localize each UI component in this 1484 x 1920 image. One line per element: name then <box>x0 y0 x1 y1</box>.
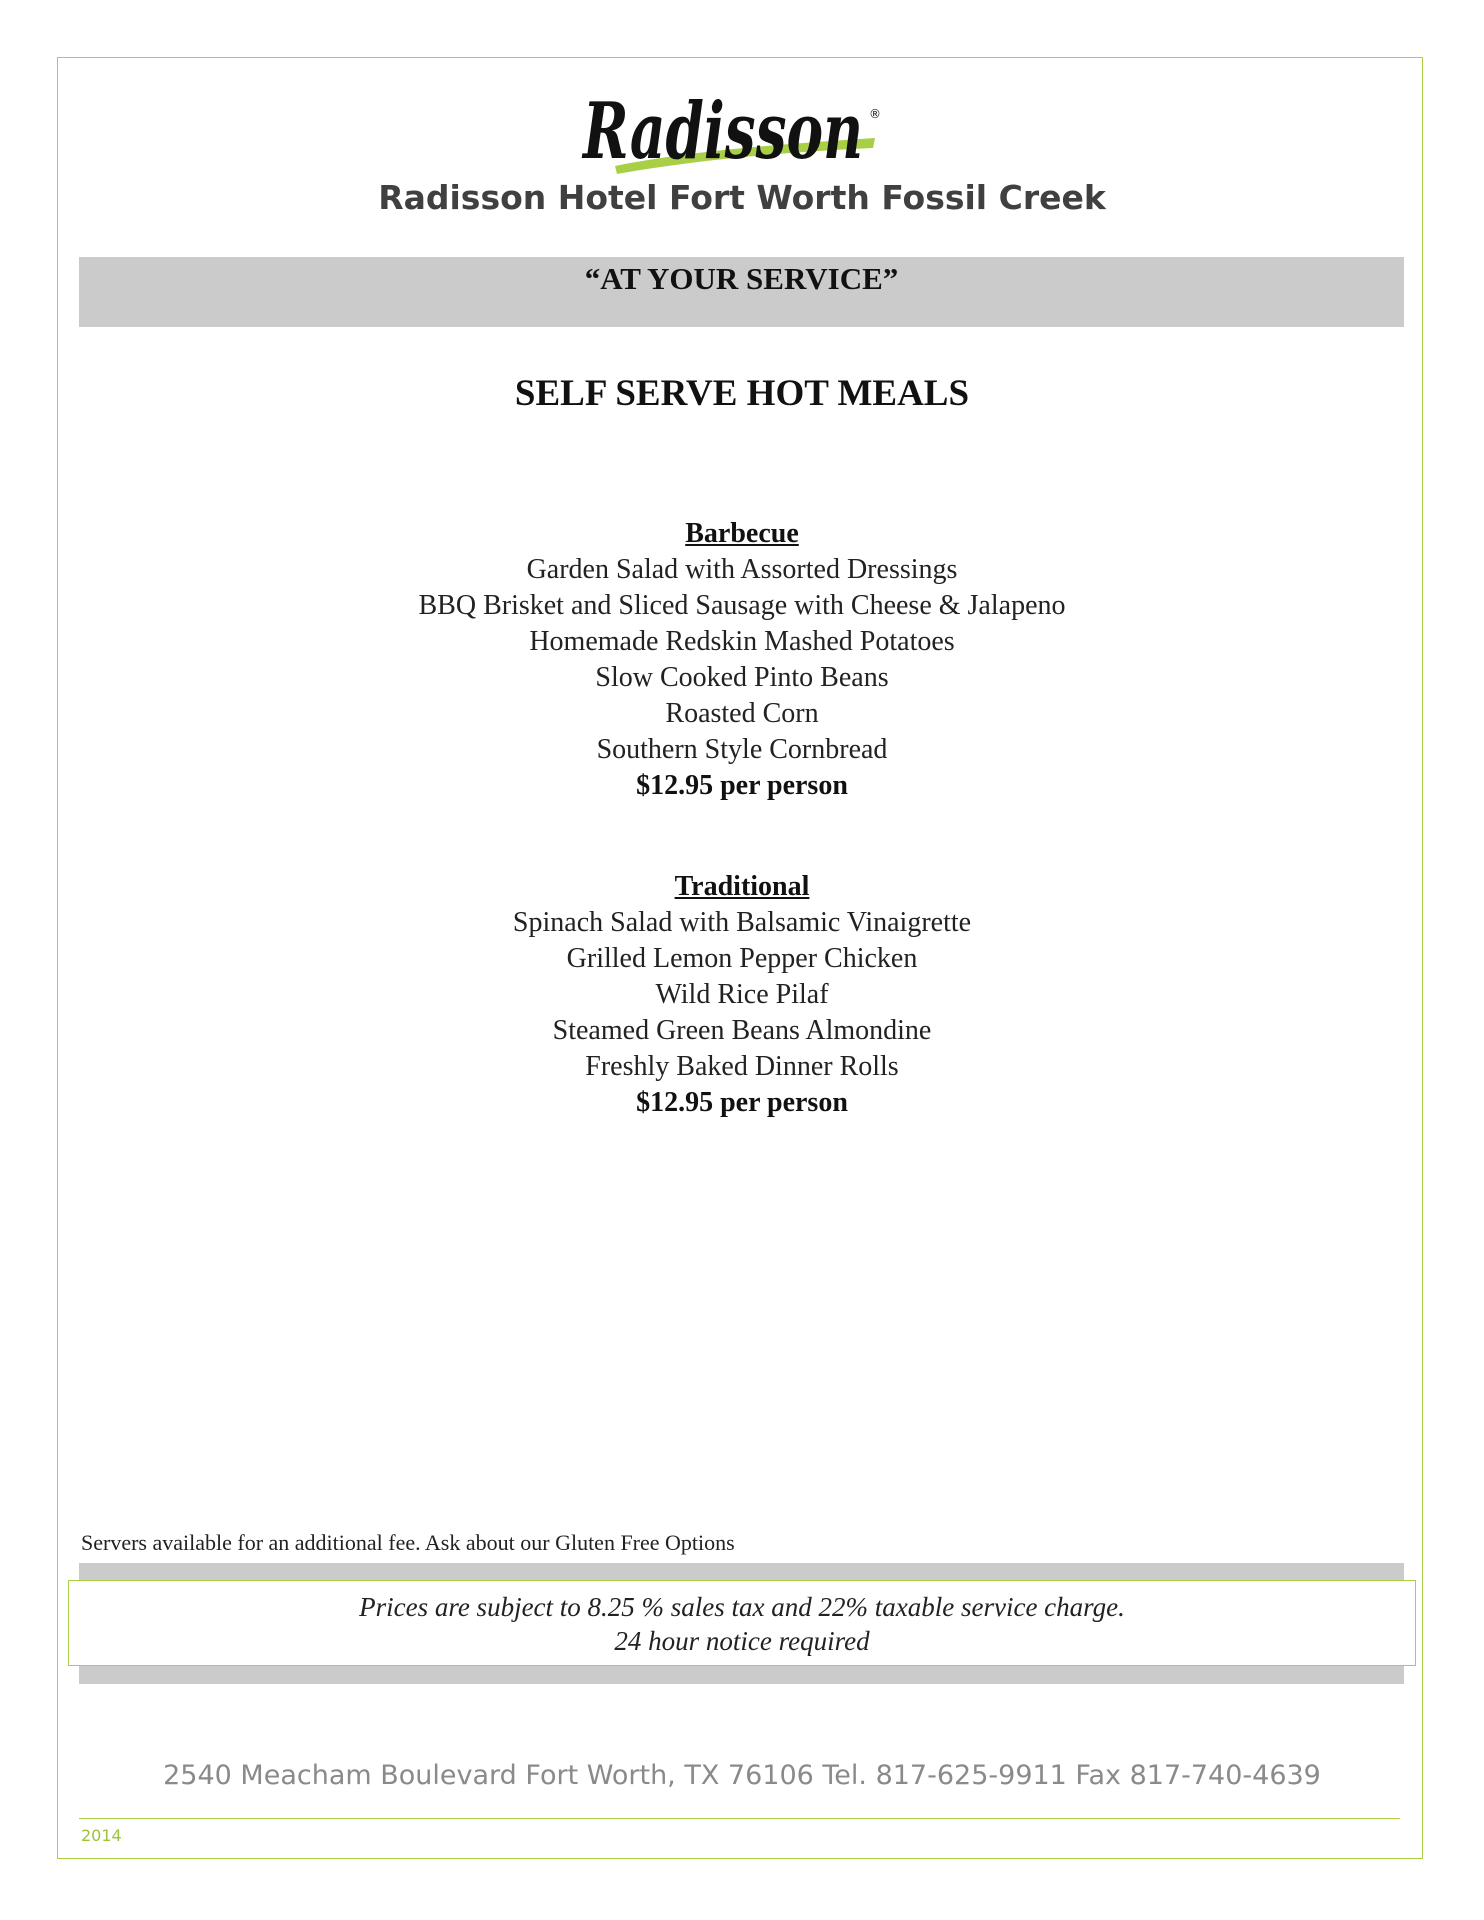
servers-note: Servers available for an additional fee. Ask about our Gluten Free Options <box>81 1530 735 1555</box>
page-title: SELF SERVE HOT MEALS <box>514 373 970 414</box>
menu-item: Wild Rice Pilaf <box>655 979 829 1010</box>
section-title: Barbecue <box>685 518 799 549</box>
menu-item: Freshly Baked Dinner Rolls <box>585 1051 899 1082</box>
menu-item: Southern Style Cornbread <box>596 734 888 765</box>
section-title: Traditional <box>674 871 810 902</box>
menu-item: Steamed Green Beans Almondine <box>552 1015 932 1046</box>
service-banner <box>79 257 1404 327</box>
menu-item: Garden Salad with Assorted Dressings <box>526 554 958 585</box>
svg-text:®: ® <box>869 107 881 121</box>
menu-item: Roasted Corn <box>665 698 819 729</box>
hotel-address: 2540 Meacham Boulevard Fort Worth, TX 76106 Tel. 817-625-9911 Fax 817-740-4639 <box>163 1760 1321 1791</box>
service-banner-text: “AT YOUR SERVICE” <box>584 261 899 296</box>
footer-divider <box>79 1818 1400 1819</box>
menu-item: BBQ Brisket and Sliced Sausage with Cheese & Jalapeno <box>418 590 1066 621</box>
footer-year: 2014 <box>81 1826 122 1845</box>
menu-section-barbecue <box>0 516 1484 804</box>
tax-notice-box <box>68 1580 1416 1666</box>
menu-price: $12.95 per person <box>636 1087 848 1118</box>
notice-requirement-line: 24 hour notice required <box>614 1626 870 1656</box>
hotel-name: Radisson Hotel Fort Worth Fossil Creek <box>378 178 1106 217</box>
menu-item: Spinach Salad with Balsamic Vinaigrette <box>512 907 972 938</box>
menu-item: Grilled Lemon Pepper Chicken <box>566 943 918 974</box>
menu-item: Homemade Redskin Mashed Potatoes <box>529 626 955 657</box>
menu-item: Slow Cooked Pinto Beans <box>595 662 889 693</box>
svg-text:Radisson: Radisson <box>581 86 863 177</box>
tax-notice-line: Prices are subject to 8.25 % sales tax and 22% taxable service charge. <box>359 1592 1125 1622</box>
menu-price: $12.95 per person <box>636 770 848 801</box>
menu-section-traditional <box>0 869 1484 1121</box>
